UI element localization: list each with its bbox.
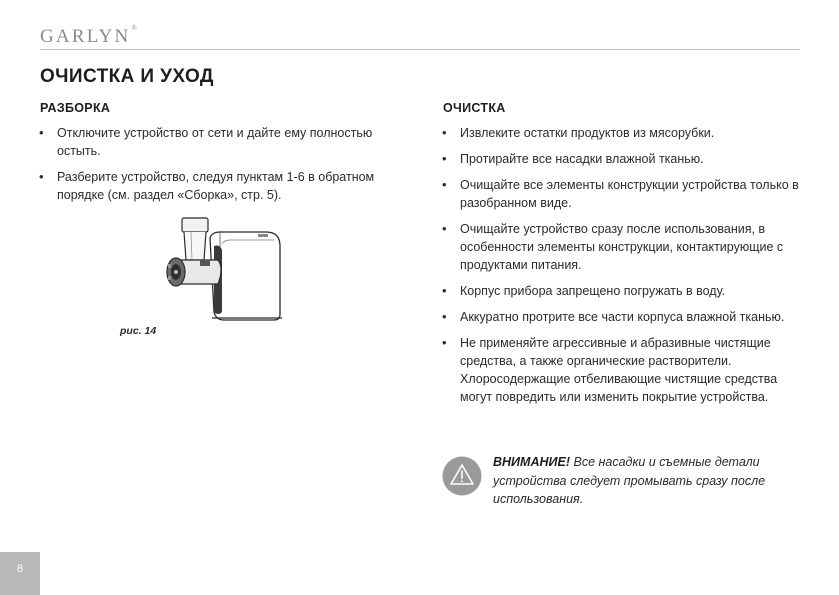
disassembly-list bbox=[38, 124, 388, 212]
list-item: • Протирайте все насадки влажной тканью. bbox=[441, 150, 801, 168]
list-item: • Очищайте устройство сразу после использования, в особенности элементы конструкции, контактирующие с продуктами питания. bbox=[441, 220, 801, 274]
warning-note bbox=[493, 453, 793, 509]
page-number: 8 bbox=[16, 563, 24, 575]
brand-name: GARLYN bbox=[40, 26, 131, 47]
warning-triangle-icon bbox=[442, 456, 482, 496]
brand-logo bbox=[40, 26, 139, 48]
list-item: • Корпус прибора запрещено погружать в воду. bbox=[441, 282, 801, 300]
cleaning-list bbox=[441, 124, 801, 414]
list-item: • Отключите устройство от сети и дайте ему полностью остыть. bbox=[38, 124, 388, 160]
list-item: • Очищайте все элементы конструкции устройства только в разобранном виде. bbox=[441, 176, 801, 212]
list-item: • Не применяйте агрессивные и абразивные чистящие средства, а также органические растворители. Хлоросодержащие отбеливающие чистящие средства могут повредить или изменить покрытие устройства. bbox=[441, 334, 801, 406]
header-divider bbox=[40, 49, 800, 50]
meat-grinder-illustration bbox=[158, 210, 303, 325]
registered-mark: ® bbox=[131, 24, 139, 32]
list-item: • Аккуратно протрите все части корпуса влажной тканью. bbox=[441, 308, 801, 326]
page-title: ОЧИСТКА И УХОД bbox=[40, 66, 214, 87]
warning-text: Все насадки и съемные детали устройства следует промывать сразу после использования. bbox=[493, 455, 766, 506]
list-item: • Разберите устройство, следуя пунктам 1-6 в обратном порядке (см. раздел «Сборка», стр. 5). bbox=[38, 168, 388, 204]
list-item: • Извлеките остатки продуктов из мясорубки. bbox=[441, 124, 801, 142]
figure-caption: рис. 14 bbox=[120, 325, 157, 337]
warning-label: ВНИМАНИЕ! bbox=[493, 455, 571, 469]
cleaning-title: ОЧИСТКА bbox=[443, 101, 506, 115]
disassembly-title: РАЗБОРКА bbox=[40, 101, 111, 115]
